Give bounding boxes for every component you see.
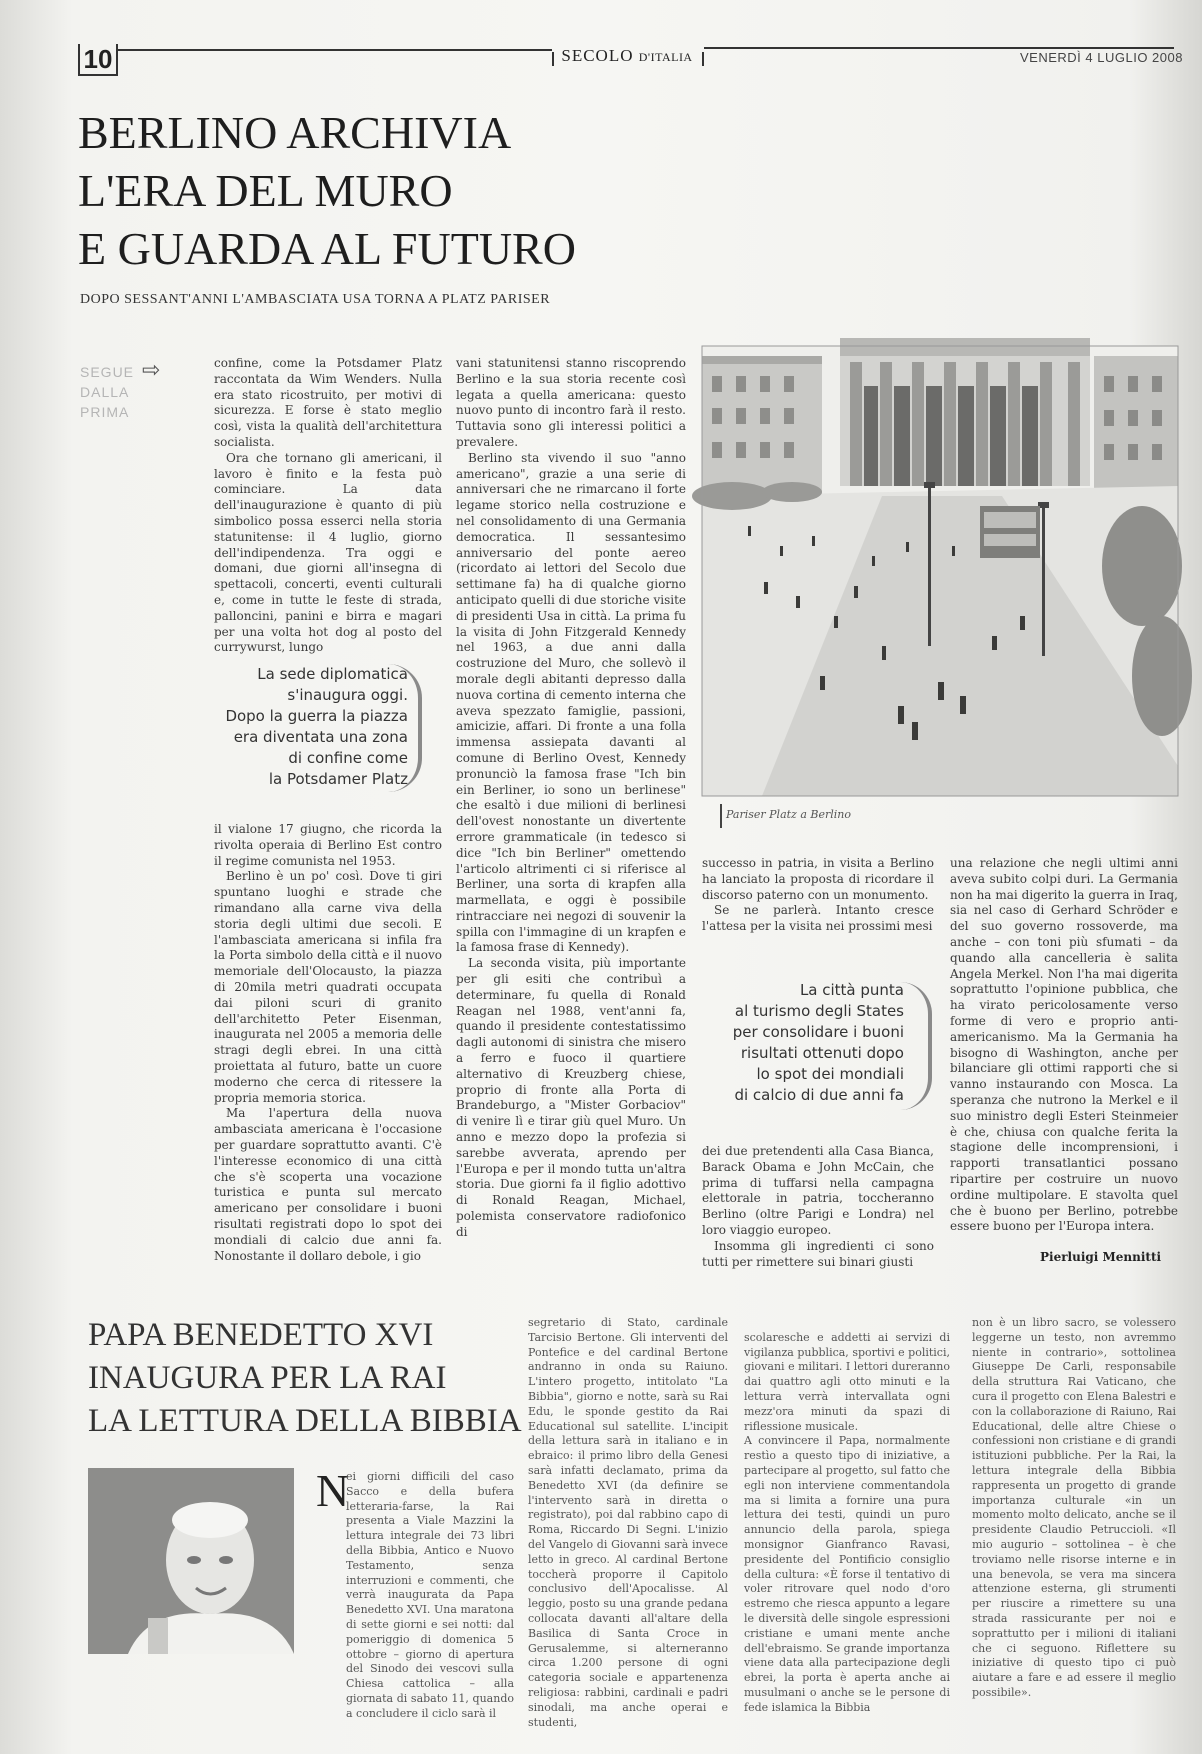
photo-caption: Pariser Platz a Berlino [726, 808, 851, 821]
paragraph: ei giorni difficili del caso Sacco e della bufera letteraria-farse, la Rai presenta a Viale Mazzini la lettura integrale dei 73 libri della Bibbia, Antico e Nuovo Testamento, senza interruzioni e commenti, che verrà inaugurata da Papa Benedetto XVI. Una maratona di sette giorni e sei notti: dal pomeriggio di domenica 5 ottobre – giorno di apertura del Sinodo dei vescovi sulla Chiesa cattolica – alla giornata di sabato 11, quando a concludere il ciclo sarà il [346, 1470, 514, 1720]
headline-line-1: BERLINO ARCHIVIA [78, 107, 512, 158]
paragraph: La seconda visita, più importante per gli esiti che contribuì a determinare, fu quella di Ronald Reagan nel 1988, vent'anni fa, quando il presidente contestatissimo dagli autonomi di sinistra che misero a ferro e fuoco il quartiere alternativo di Kreuzberg chiese, proprio di fronte alla Porta di Brandeburgo, a "Mister Gorbaciov" di venire lì e tirar giù quel Muro. Un anno e mezzo dopo la profezia si sarebbe avverata, aprendo per l'Europa e per il mondo tutta un'altra storia. Due giorni fa il figlio adottivo di Ronald Reagan, Michael, polemista conservatore radiofonico di [456, 956, 686, 1239]
paragraph: una relazione che negli ultimi anni aveva subito colpi duri. La Germania non ha mai digerito la guerra in Iraq, sia nel caso di Gerhard Schröder e del suo governo rossoverde, ma anche – con toni più sfumati – da quando alla cancelleria è salita Angela Merkel. Non l'ha mai digerita soprattutto l'opinione pubblica, che ha virato pericolosamente verso forme di vero e proprio anti-americanismo. Ma la Germania ha bisogno di Washington, anche per bilanciare gli ottimi rapporti che si vanno instaurando con Mosca. La speranza che nutrono la Merkel e il suo ministro degli Esteri Steinmeier è che, chiusa con qualche ferita la stagione delle incomprensioni, i rapporti transatlantici possano ripartire per costruire un nuovo ordine multipolare. E stavolta quel che è buono per Berlino, potrebbe essere buono per l'Europa intera. [950, 856, 1178, 1234]
pull-quote-2 [712, 980, 904, 1106]
article-headline [78, 104, 778, 278]
drop-cap: N [316, 1465, 350, 1516]
masthead [552, 46, 702, 66]
paragraph: non è un libro sacro, se volessero leggerne un testo, non avremmo niente in contrario», sottolinea Giuseppe De Carli, responsabile della struttura Rai Vaticano, che cura il progetto con Elena Balestri e con la collaborazione di Raiuno, Rai Educational, delle altre Chiese o confessioni non cristiane e di grandi istituzioni pubbliche. Per la Rai, la lettura integrale della Bibbia rappresenta un progetto di grande importanza culturale «in un momento molto delicato, anche se il presidente Claudio Petruccioli. «Il mio augurio – sottolinea – è che troviamo nelle risorse interne e in una benevola, se vera ma sincera attenzione esterna, gli strumenti per riuscire a rimettere su una strada rassicurante per noi e soprattutto per i milioni di italiani che ci seguono. Riflettere su iniziative di questo tipo ci può aiutare a fare e ad essere il meglio possibile». [972, 1316, 1176, 1699]
arrow-right-icon: ⇨ [142, 357, 162, 382]
header-date: VENERDÌ 4 LUGLIO 2008 [1020, 50, 1183, 65]
paragraph: Insomma gli ingredienti ci sono tutti per rimettere sui binari giusti [702, 1238, 934, 1269]
segue-line-2: DALLA [80, 384, 130, 400]
paragraph: dei due pretendenti alla Casa Bianca, Barack Obama e John McCain, che prima di tuffarsi nella campagna elettorale in patria, toccheranno Berlino (oltre Parigi e Londra) nel loro viaggio europeo. [702, 1144, 934, 1237]
pull-quote-line: lo spot dei mondiali [756, 1065, 904, 1083]
masthead-small: D'ITALIA [638, 50, 693, 64]
pull-quote-bracket [900, 982, 932, 1110]
headline-line-3: LA LETTURA DELLA BIBBIA [88, 1403, 522, 1439]
masthead-main: SECOLO [561, 46, 634, 65]
article2-headline [88, 1314, 528, 1443]
header-rule-left [116, 49, 552, 51]
article-column-3-bottom [702, 1144, 934, 1269]
pull-quote-bracket [388, 664, 422, 792]
header-rule-right [704, 47, 1174, 49]
article-column-1-bottom [214, 822, 442, 1263]
article-column-1-top [214, 356, 442, 655]
paragraph: successo in patria, in visita a Berlino ha lanciato la proposta di ricordare il discorso paterno con un monumento. [702, 856, 934, 902]
headline-line-2: L'ERA DEL MURO [78, 165, 453, 216]
article-subhead: DOPO SESSANT'ANNI L'AMBASCIATA USA TORNA A PLATZ PARISER [80, 292, 551, 307]
pope-portrait-illustration [88, 1468, 294, 1654]
author-signature: Pierluigi Mennitti [1040, 1250, 1162, 1264]
pull-quote-line: la Potsdamer Platz [268, 770, 408, 788]
paragraph: Ma l'apertura della nuova ambasciata americana è l'occasione per guardare soprattutto avanti. C'è l'interesse economico di una città che s'è scoperta una vocazione turistica e punta sul mercato americano per consolidare i buoni risultati registrati dopo lo spot dei mondiali di calcio due anni fa. Nonostante il dollaro debole, i gio [214, 1106, 442, 1263]
paragraph: Berlino è un po' così. Dove ti giri spuntano luoghi e strade che rimandano alla carne viva della storia degli ultimi due secoli. E l'ambasciata americana si infila fra la Porta simbolo della città e il nuovo memoriale dell'Olocausto, la piazza di 20mila metri quadrati occupata dai piloni scuri di granito dell'architetto Peter Eisenman, inaugurata nel 2005 a memoria delle stragi degli ebrei. In una città proiettata al futuro, batte un cuore moderno che cerca di ritessere la propria memoria storica. [214, 869, 442, 1105]
caption-bar [720, 804, 722, 828]
pull-quote-line: La città punta [799, 981, 904, 999]
article-column-3-top [702, 856, 934, 940]
paragraph: Berlino sta vivendo il suo "anno americano", grazie a una serie di anniversari che ne rimarcano il forte legame storico nella costruzione e nel consolidamento di una Germania democratica. Il sessantesimo anniversario del ponte aereo (ricordato ai lettori del Secolo due settimane fa) ha di qualche giorno anticipato quelli di due storiche visite di presidenti Usa in città. La prima fu la visita di John Fitzgerald Kennedy nel 1963, a due anni dalla costruzione del Muro, che sollevò il morale degli abitanti depresso dalla nuova cortina di cemento interna che aveva spezzato famiglie, passioni, amicizie, affari. Di fronte a una folla immensa assiepata davanti al comune di Berlino Ovest, Kennedy pronunciò la famosa frase "Ich bin ein Berliner, io sono un berlinese" che esaltò i due milioni di berlinesi dell'ovest nonostante un divertente errore grammaticale (in tedesco si dice "Ich bin Berliner" omettendo l'articolo altrimenti ci si riferisce al Berliner, una sorta di krapfen alla marmellata, e oggi è possibile rintracciare nei negozi di souvenir la spilla con l'immagine di un krapfen e la famosa frase di Kennedy). [456, 450, 686, 955]
article2-column-1 [346, 1470, 514, 1720]
pull-quote-line: risultati ottenuti dopo [740, 1044, 904, 1062]
paragraph: segretario di Stato, cardinale Tarcisio Bertone. Gli interventi del Pontefice e del cardinal Bertone andranno in onda su Raiuno. L'intero progetto, intitolato "La Bibbia", giorno e notte, sarà su Rai Edu, le sponde gestito da Rai Educational sul satellite. L'incipit della lettura sarà in italiano e in ebraico: il primo libro della Genesi sarà infatti declamato, prima da Benedetto XVI (da definire se l'intervento sarà in diretta o registrato), poi dal rabbino capo di Roma, Riccardo Di Segni. L'inizio del Vangelo di Giovanni sarà invece letto in greco. Al cardinal Bertone toccherà proporre il Capitolo conclusivo dell'Apocalisse. Al leggio, posto su una grande pedana collocata davanti all'altare della Basilica di Santa Croce in Gerusalemme, si alterneranno circa 1.200 persone di ogni categoria sociale e appartenenza religiosa: rabbini, cardinali e padri sinodali, ma anche operai e studenti, [528, 1316, 728, 1729]
headline-line-1: PAPA BENEDETTO XVI [88, 1317, 434, 1353]
article-column-2 [456, 356, 686, 1250]
header-tick-right [702, 52, 704, 66]
pull-quote-line: per consolidare i buoni [732, 1023, 904, 1041]
pull-quote-1 [210, 664, 408, 790]
paragraph: Se ne parlerà. Intanto cresce l'attesa per la visita nei prossimi mesi [702, 903, 934, 934]
pull-quote-line: di calcio di due anni fa [734, 1086, 904, 1104]
paragraph: confine, come la Potsdamer Platz raccontata da Wim Wenders. Nulla era stato ricostruito, per motivi di sicurezza. E forse è stato meglio così, vista la qualità dell'architettura socialista. [214, 356, 442, 449]
paragraph: vani statunitensi stanno riscoprendo Berlino e la sua storia recente così legata a quella americana: questo nuovo punto di incontro farà il resto. Tuttavia sono gli interessi politici a prevalere. [456, 356, 686, 449]
pariser-platz-photo [702, 346, 1178, 796]
paragraph: scolaresche e addetti ai servizi di vigilanza pubblica, sportivi e politici, giovani e militari. I lettori dureranno dai quattro agli otto minuti e la lettura verrà intervallata ogni mezz'ora minuti da spazi di riflessione musicale. A convincere il Papa, normalmente restìo a questo tipo di iniziative, a partecipare al progetto, sul fatto che egli non interviene commentandola ma si limita a fornire una pura lettura dei testi, quindi un puro annuncio della parola, spiega monsignor Gianfranco Ravasi, presidente del Pontificio consiglio della cultura: «È forse il tentativo di voler ritrovare quel nodo d'oro estremo che riesca appunto a legare le diversità delle singole espressioni cristiane e umani mente anche dell'ebraismo. Se grande importanza viene data alla partecipazione degli ebrei, la porta è aperta anche ai musulmani o anche se le persone di fede islamica la Bibbia [744, 1330, 950, 1714]
pull-quote-line: di confine come [288, 749, 408, 767]
segue-dalla-prima [80, 357, 180, 422]
paragraph: il vialone 17 giugno, che ricorda la rivolta operaia di Berlino Est contro il regime comunista nel 1953. [214, 822, 442, 868]
headline-line-2: INAUGURA PER LA RAI [88, 1360, 447, 1396]
article2-column-2 [528, 1316, 728, 1729]
brandenburg-gate-illustration [702, 346, 1178, 796]
pull-quote-line: al turismo degli States [734, 1002, 904, 1020]
segue-line-3: PRIMA [80, 404, 130, 420]
page-number: 10 [78, 44, 118, 76]
pull-quote-line: Dopo la guerra la piazza [225, 707, 408, 725]
headline-line-3: E GUARDA AL FUTURO [78, 223, 576, 274]
paragraph: Ora che tornano gli americani, il lavoro è finito e la festa può cominciare. La data dell'inaugurazione è quanto di più simbolico possa esserci nella storia statunitense: il 4 luglio, giorno dell'indipendenza. Tra oggi e domani, due giorni all'insegna di spettacoli, concerti, eventi culturali e, come in tutte le feste di strada, palloncini, panini e birra e magari per una volta hot dog al posto del currywurst, lungo [214, 450, 442, 655]
article2-column-4 [972, 1316, 1176, 1699]
pull-quote-line: era diventata una zona [233, 728, 408, 746]
pope-photo [88, 1468, 294, 1654]
segue-line-1: SEGUE [80, 364, 135, 380]
pull-quote-line: s'inaugura oggi. [287, 686, 408, 704]
pull-quote-line: La sede diplomatica [257, 665, 408, 683]
article-column-4 [950, 856, 1178, 1244]
article2-column-3 [744, 1316, 950, 1714]
